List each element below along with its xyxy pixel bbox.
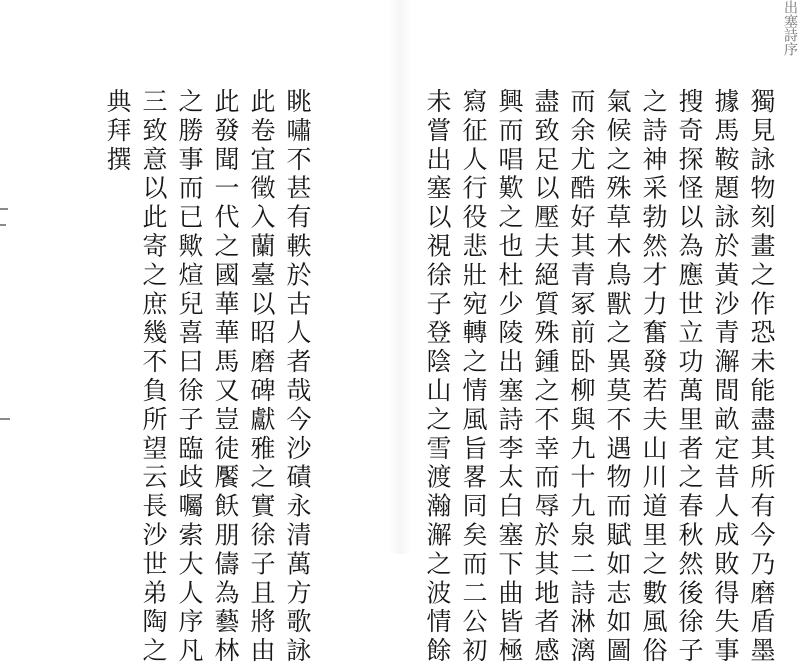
text-column: 未嘗出塞以視徐子登陰山之雪渡瀚澥之波情餘: [423, 88, 452, 666]
text-column: 寫征人行役悲壯宛轉之情風旨畧同矣而二公初: [459, 88, 488, 666]
text-column: 據馬鞍題詠於黃沙青澥間畝定昔人成敗得失事: [711, 88, 740, 666]
text-column: 之勝事而已歟煊兒喜曰徐子臨歧囑索大人序凡: [175, 88, 204, 666]
page-fold: [388, 0, 412, 554]
margin-mark: [0, 224, 6, 226]
text-column: 三致意以此寄之庶幾不負所望云長沙世弟陶之: [139, 88, 168, 666]
text-column: 之詩神采勃然才力奮發若夫山川道里之數風俗: [639, 88, 668, 666]
text-column: 獨見詠物刻畫之作恐未能盡其所有今乃磨盾墨: [747, 88, 776, 666]
text-column: 此發聞一代之國華華馬又豈徒饜飫朋儔為藝林: [211, 88, 240, 666]
text-column: 此卷宜徵入蘭臺以昭磨碑獻雅之實徐子且將由: [247, 88, 276, 666]
margin-mark: [0, 418, 10, 420]
text-column: 而余尤酷好其青冢前卧柳與九十九泉二詩淋漓: [567, 88, 596, 666]
text-column: 眺嘯不甚有軼於古人者哉今沙磧永清萬方歌詠: [283, 88, 312, 666]
text-column: 氣候之殊草木鳥獸之異莫不遇物而賦如志如圖: [603, 88, 632, 666]
text-column: 盡致足以壓夫絕質殊鍾之不幸而辱於其地者感: [531, 88, 560, 666]
page-margin-label: 出塞詩序: [782, 0, 798, 56]
text-column: 搜奇探怪以為應世立功萬里者之春秋然後徐子: [675, 88, 704, 666]
text-column: 興而唱歎之也杜少陵出塞詩李太白塞下曲皆極: [495, 88, 524, 666]
margin-mark: [0, 208, 8, 210]
signature-column: 典拜撰: [103, 88, 132, 175]
